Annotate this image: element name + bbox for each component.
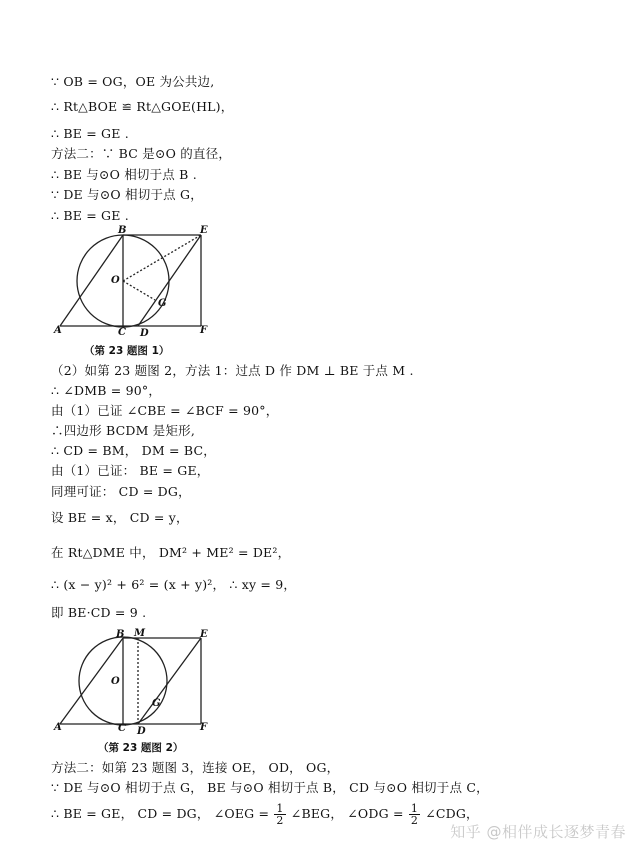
fig1-label-C: C [118,327,126,338]
text-line-9: ∴ ∠DMB = 90°， [51,383,162,398]
text-line-6: ∵ DE 与⊙O 相切于点 G， [51,187,203,202]
fig2-label-B: B [116,629,125,640]
fraction-2-denominator: 2 [410,814,419,827]
text-line-15: 设 BE = x， CD = y， [51,510,189,525]
fig2-line-DE [138,638,201,724]
text-line-2: ∴ Rt△BOE ≌ Rt△GOE(HL)， [51,99,234,114]
fig1-label-D: D [140,328,149,339]
fraction-1-denominator: 2 [276,814,284,827]
fig1-label-G: G [158,298,167,309]
fig2-label-M: M [134,628,146,639]
text-line-21 [51,803,479,826]
fig2-label-D: D [137,726,146,737]
fig1-label-O: O [111,275,120,286]
figure-1-caption: （第 23 题图 1） [84,345,170,357]
text-line-4: 方法二：∵ BC 是⊙O 的直径， [51,146,232,161]
text-line-19: 方法二：如第 23 题图 3，连接 OE， OD， OG， [51,760,340,775]
fig1-line-OG [123,281,155,300]
text-line-18: 即 BE·CD = 9 . [51,605,147,620]
fig1-line-OE [123,235,201,281]
figure-2-caption: （第 23 题图 2） [98,742,184,754]
text-line-8: （2）如第 23 题图 2，方法 1：过点 D 作 DM ⊥ BE 于点 M . [51,363,414,378]
line21-part-3: ∠CDG， [425,806,479,821]
figure-1 [52,225,232,343]
text-line-12: ∴ CD = BM， DM = BC， [51,443,216,458]
text-line-13: 由（1）已证： BE = GE， [51,463,210,478]
text-line-10: 由（1）已证 ∠CBE = ∠BCF = 90°， [51,403,279,418]
text-line-1: ∵ OB = OG，OE 为公共边, [51,74,215,89]
fig2-label-A: A [54,722,62,733]
fig1-label-A: A [54,325,62,336]
text-line-3: ∴ BE = GE . [51,126,129,141]
figure-2 [52,628,232,740]
fraction-half-1 [274,803,285,826]
fraction-2-numerator: 1 [410,802,419,815]
fraction-half-2 [409,803,420,826]
fig2-label-F: F [200,722,208,733]
fig2-label-O: O [111,676,120,687]
fig1-label-F: F [200,325,208,336]
text-line-5: ∴ BE 与⊙O 相切于点 B . [51,167,197,182]
fig1-label-B: B [118,225,127,236]
fig2-label-E: E [200,629,208,640]
text-line-7: ∴ BE = GE . [51,208,129,223]
line21-part-1: ∴ BE = GE， CD = DG， ∠OEG = [51,806,270,821]
text-line-14: 同理可证： CD = DG， [51,484,191,499]
text-line-17: ∴ (x − y)² + 6² = (x + y)²， ∴ xy = 9， [51,577,297,592]
watermark: 知乎 @相伴成长逐梦青春 [450,823,626,841]
fig2-label-C: C [118,723,126,734]
text-line-16: 在 Rt△DME 中， DM² + ME² = DE²， [51,545,291,560]
fraction-1-numerator: 1 [276,802,284,815]
fig1-line-DE [138,235,201,326]
fig1-label-E: E [200,225,208,236]
line21-part-2: ∠BEG， ∠ODG = [290,806,404,821]
fig2-label-G: G [152,698,161,709]
text-line-11: ∴四边形 BCDM 是矩形, [51,423,196,438]
text-line-20: ∵ DE 与⊙O 相切于点 G， BE 与⊙O 相切于点 B， CD 与⊙O 相切于点 C， [51,780,489,795]
